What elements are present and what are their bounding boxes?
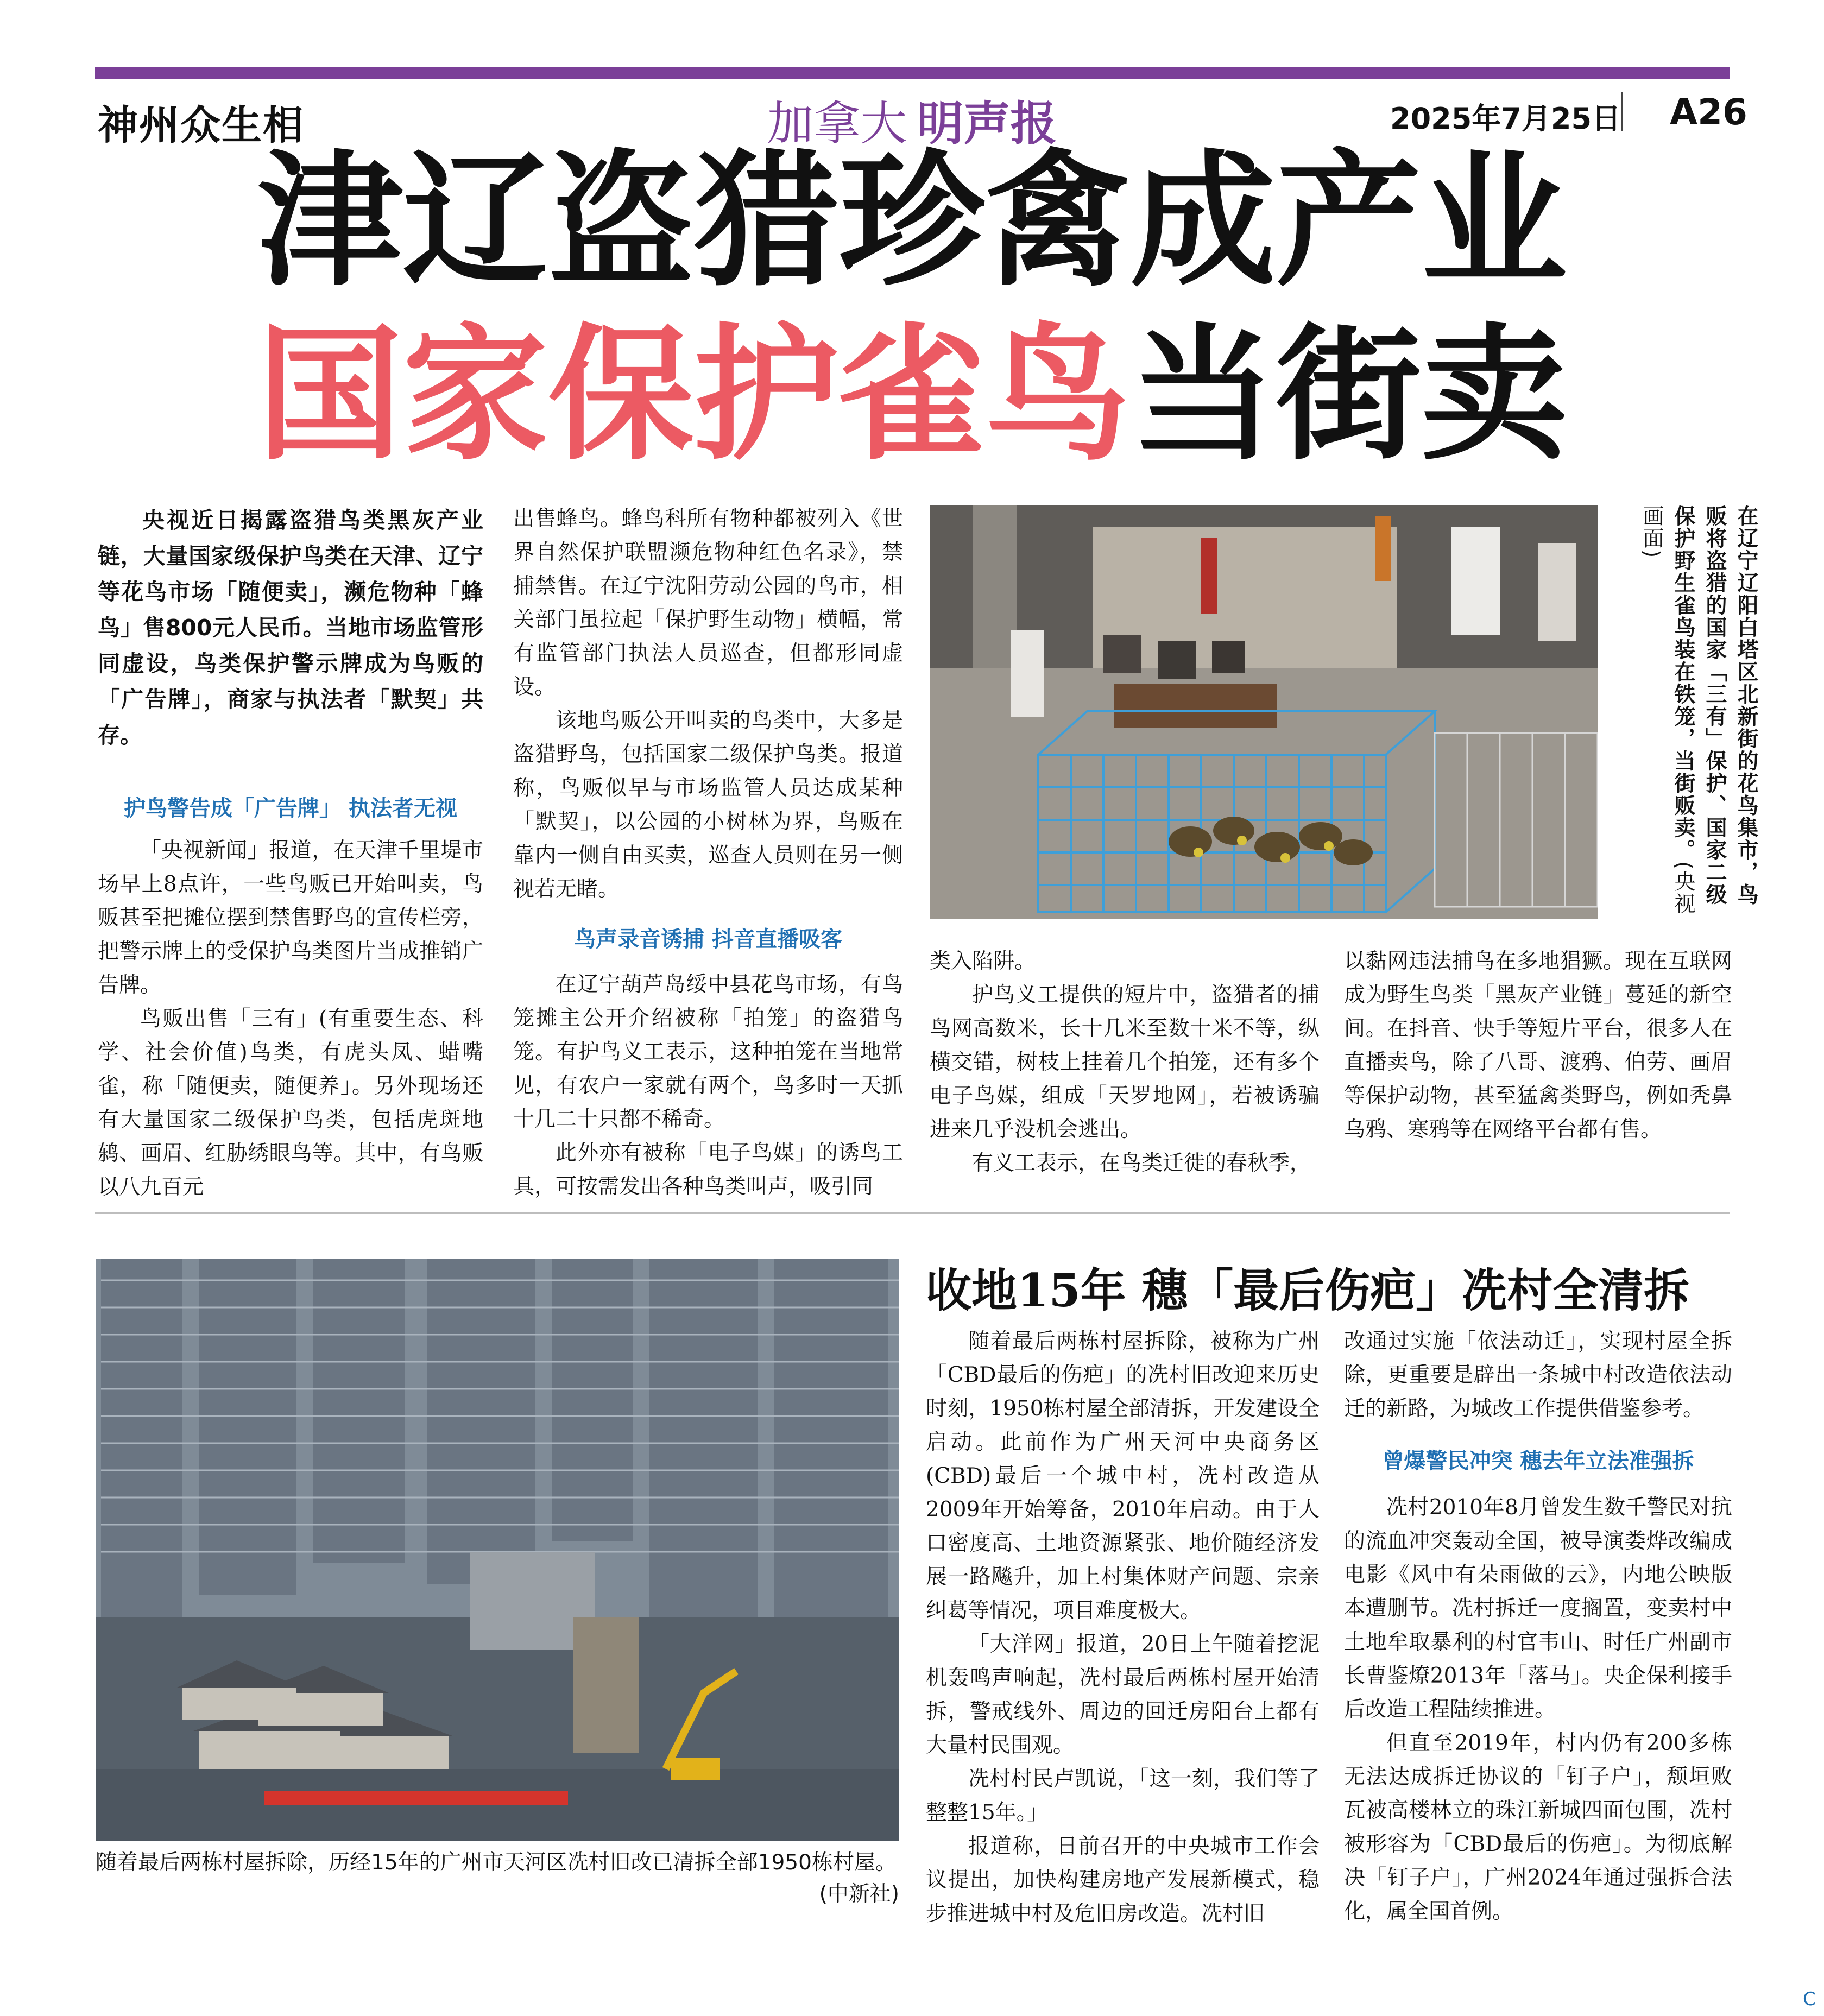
story1-subhead-2: 鸟声录音诱捕 抖音直播吸客 — [574, 927, 842, 952]
story2-column-2 — [1344, 1325, 1732, 1929]
headline-line-1: 津辽盗猎珍禽成产业 — [257, 135, 1567, 306]
story1-col1-paragraph: 「央视新闻」报道，在天津千里堤市场早上8点许，一些鸟贩已开始叫卖，鸟贩甚至把摊位摆到禁售野鸟的宣传栏旁，把警示牌上的受保护鸟类图片当成推销广告牌。 — [98, 838, 483, 997]
bird-photo-caption-text: 在辽宁辽阳白塔区北新街的花鸟集市，鸟贩将盗猎的国家「三有」保护、国家二级保护野生雀鸟装在铁笼，当街贩卖。 — [1671, 505, 1758, 906]
story2-col2-paragraph: 改通过实施「依法动迁」，实现村屋全拆除，更重要是辟出一条城中村改造依法动迁的新路，为城改工作提供借鉴参考。 — [1344, 1329, 1732, 1421]
story1-subhead-1: 护鸟警告成「广告牌」 执法者无视 — [124, 796, 457, 821]
story1-col2-paragraph: 该地鸟贩公开叫卖的鸟类中，大多是盗猎野鸟，包括国家二级保护鸟类。报道称，鸟贩似早与市场监管人员达成某种「默契」，以公园的小树林为界，鸟贩在靠内一侧自由买卖，巡查人员则在另一侧视若无睹。 — [513, 709, 903, 901]
story2-col2-paragraph: 冼村2010年8月曾发生数千警民对抗的流血冲突轰动全国，被导演娄烨改编成电影《风中有朵雨做的云》，内地公映版本遭删节。冼村拆迁一度搁置，变卖村中土地牟取暴利的村官韦山、时任广州副市长曹鉴燎2013年「落马」。央企保利接手后改造工程陆续推进。 — [1344, 1495, 1732, 1722]
xian-village-illustration — [96, 1259, 899, 1841]
xian-village-photo — [96, 1259, 899, 1841]
xian-village-photo-caption — [96, 1847, 899, 1910]
header-divider — [1621, 92, 1623, 131]
bird-photo-caption — [1636, 505, 1762, 923]
xian-village-photo-source: (中新社) — [819, 1882, 899, 1906]
corner-mark: C — [1803, 1988, 1816, 2010]
story2-col1-paragraph: 随着最后两栋村屋拆除，被称为广州「CBD最后的伤疤」的冼村旧改迎来历史时刻，1950栋村屋全部清拆，开发建设全启动。此前作为广州天河中央商务区(CBD)最后一个城中村，冼村改造从2009年开始筹备，2010年启动。由于人口密度高、土地资源紧张、地价随经济发展一路飚升，加上村集体财产问题、宗亲纠葛等情况，项目难度极大。 — [926, 1329, 1320, 1623]
story1-col3-paragraph: 有义工表示，在鸟类迁徙的春秋季， — [972, 1151, 1311, 1176]
issue-date: 2025年7月25日 — [1390, 102, 1621, 136]
story1-col3-paragraph: 类入陷阱。 — [930, 949, 1036, 974]
story1-col1-paragraph: 鸟贩出售「三有」(有重要生态、科学、社会价值)鸟类，有虎头凤、蜡嘴雀，称「随便卖，随便养」。另外现场还有大量国家二级保护鸟类，包括虎斑地鸫、画眉、红胁绣眼鸟等。其中，有鸟贩以八九百元 — [98, 1007, 483, 1199]
top-accent-bar — [95, 67, 1730, 79]
story1-col3-paragraph: 护鸟义工提供的短片中，盗猎者的捕鸟网高数米，长十几米至数十米不等，纵横交错，树枝上挂着几个拍笼，还有多个电子鸟媒，组成「天罗地网」，若被诱骗进来几乎没机会逃出。 — [930, 983, 1320, 1142]
story1-lead: 央视近日揭露盗猎鸟类黑灰产业链，大量国家级保护鸟类在天津、辽宁等花鸟市场「随便卖」，濒危物种「蜂鸟」售800元人民币。当地市场监管形同虚设，鸟类保护警示牌成为鸟贩的「广告牌」，商家与执法者「默契」共存。 — [98, 507, 483, 748]
story2-col1-paragraph: 报道称，日前召开的中央城市工作会议提出，加快构建房地产发展新模式，稳步推进城中村及危旧房改造。冼村旧 — [926, 1834, 1320, 1926]
headline-line-2 — [0, 309, 1824, 480]
section-title: 神州众生相 — [98, 102, 304, 149]
story1-col2-paragraph: 出售蜂鸟。蜂鸟科所有物种都被列入《世界自然保护联盟濒危物种红色名录》，禁捕禁售。在辽宁沈阳劳动公园的鸟市，相关部门虽拉起「保护野生动物」横幅，常有监管部门执法人员巡查，但都形同虚设。 — [513, 507, 903, 699]
headline-line-2-red: 国家保护雀鸟 — [257, 311, 1131, 480]
story2-subhead: 曾爆警民冲突 穗去年立法准强拆 — [1382, 1449, 1694, 1474]
page-number: A26 — [1670, 91, 1747, 133]
story2-col1-paragraph: 冼村村民卢凯说，「这一刻，我们等了整整15年。」 — [926, 1767, 1320, 1825]
bird-market-illustration — [930, 505, 1598, 919]
story1-col2-paragraph: 此外亦有被称「电子鸟媒」的诱鸟工具，可按需发出各种鸟类叫声，吸引同 — [513, 1141, 903, 1199]
story1-col4-paragraph: 以黏网违法捕鸟在多地猖獗。现在互联网成为野生鸟类「黑灰产业链」蔓延的新空间。在抖音、快手等短片平台，很多人在直播卖鸟，除了八哥、渡鸦、伯劳、画眉等保护动物，甚至猛禽类野鸟，例如秃鼻乌鸦、寒鸦等在网络平台都有售。 — [1344, 949, 1732, 1142]
story1-col2-paragraph: 在辽宁葫芦岛绥中县花鸟市场，有鸟笼摊主公开介绍被称「拍笼」的盗猎鸟笼。有护鸟义工表示，这种拍笼在当地常见，有农户一家就有两个，鸟多时一天抓十几二十只都不稀奇。 — [513, 972, 903, 1132]
xian-village-caption-text: 随着最后两栋村屋拆除，历经15年的广州市天河区冼村旧改已清拆全部1950栋村屋。 — [96, 1850, 897, 1875]
bird-photo-source: (央视画面) — [1639, 505, 1695, 915]
story-divider — [95, 1212, 1730, 1214]
masthead-name: 明声报 — [917, 97, 1057, 151]
story2-col1-paragraph: 「大洋网」报道，20日上午随着挖泥机轰鸣声响起，冼村最后两栋村屋开始清拆，警戒线外、周边的回迁房阳台上都有大量村民围观。 — [926, 1632, 1320, 1758]
story1-column-4 — [1344, 945, 1732, 1147]
story2-column-1 — [926, 1325, 1320, 1931]
headline-line-2-black: 当街卖 — [1130, 309, 1567, 480]
story1-column-3 — [930, 945, 1320, 1180]
story2-col2-paragraph: 但直至2019年，村内仍有200多栋无法达成拆迁协议的「钉子户」，颓垣败瓦被高楼林立的珠江新城四面包围，冼村被形容为「CBD最后的伤疤」。为彻底解决「钉子户」，广州2024年通过强拆合法化，属全国首例。 — [1344, 1731, 1732, 1924]
masthead-prefix: 加拿大 — [767, 97, 907, 151]
story2-headline: 收地15年 穗「最后伤疤」冼村全清拆 — [926, 1263, 1690, 1317]
bird-market-photo — [930, 505, 1598, 919]
story1-column-1 — [98, 502, 483, 1204]
story1-column-2 — [513, 502, 903, 1204]
